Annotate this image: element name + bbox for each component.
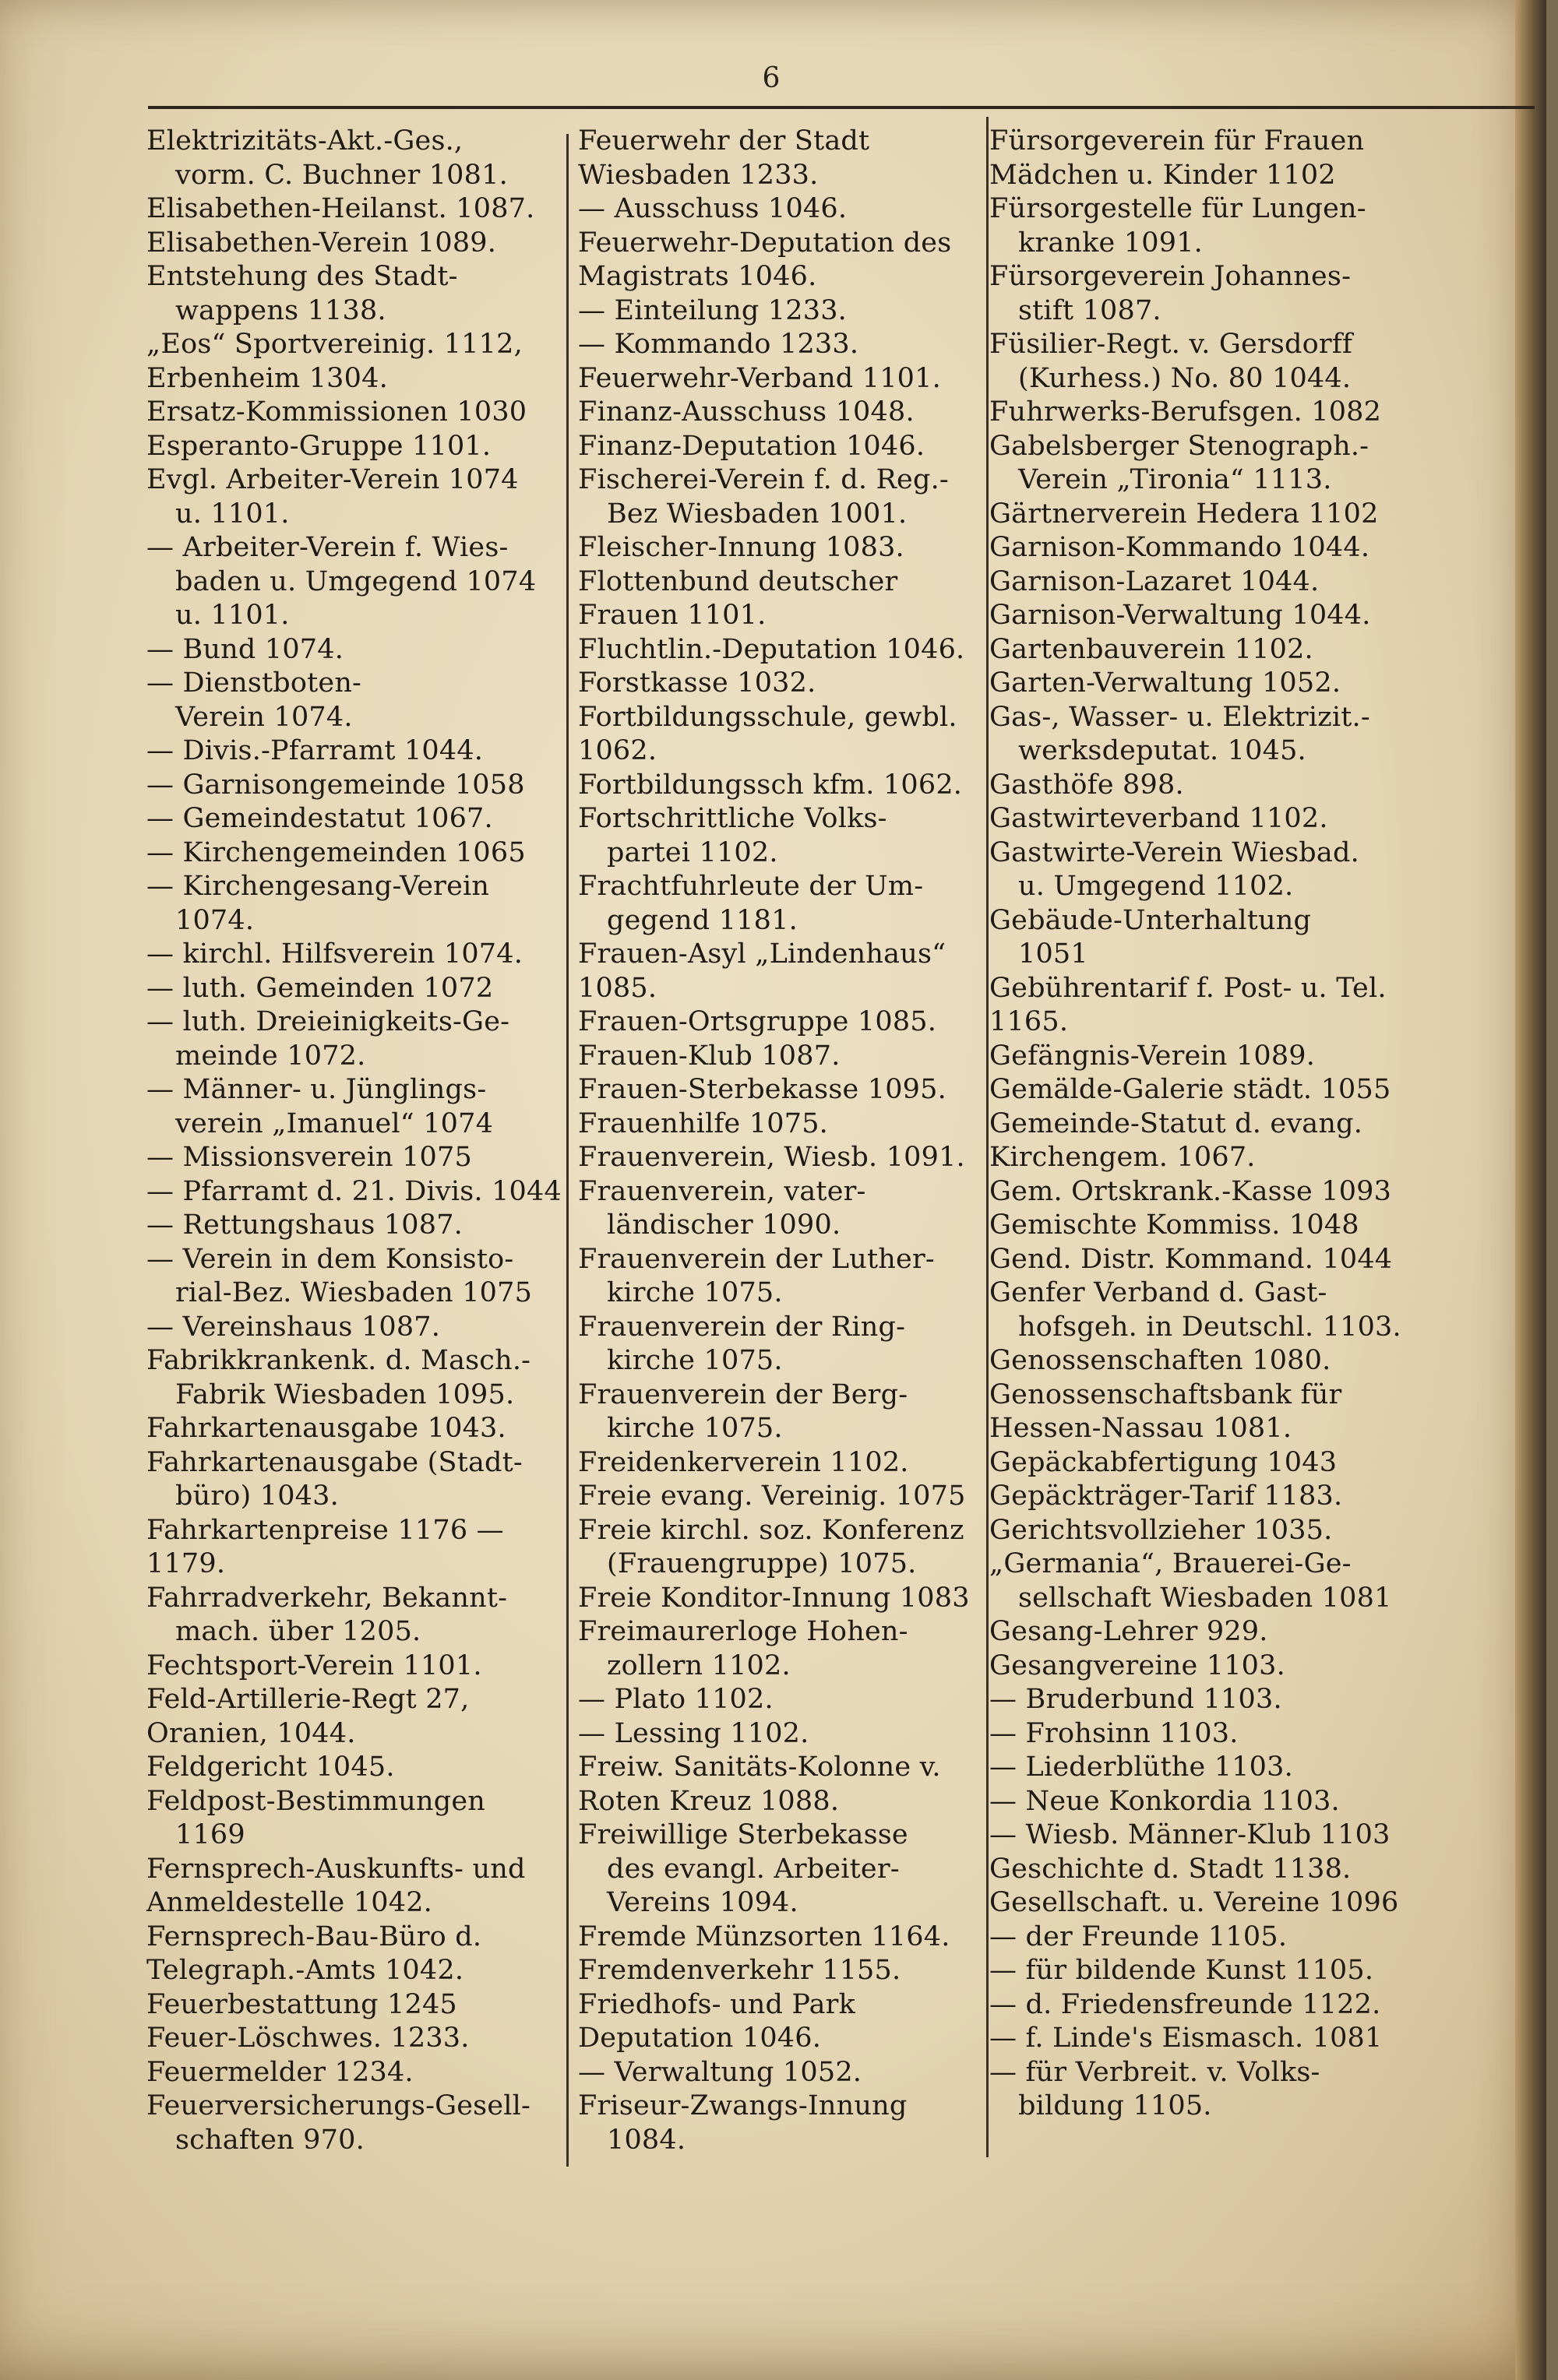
index-entry: Oranien, 1044. — [146, 1717, 356, 1749]
index-entry: Feldpost-Bestimmungen — [146, 1785, 485, 1817]
index-entry: Finanz-Ausschuss 1048. — [578, 396, 915, 428]
index-entry: Frauen 1101. — [578, 600, 767, 631]
index-column-2 — [578, 125, 991, 2157]
index-entry: Freiwillige Sterbekasse — [578, 1819, 908, 1850]
index-entry: Finanz-Deputation 1046. — [578, 430, 925, 462]
index-entry: — Verein in dem Konsisto- — [146, 1243, 514, 1275]
index-entry: Fürsorgeverein für Frauen — [989, 125, 1365, 157]
index-entry: Gemischte Kommiss. 1048 — [989, 1209, 1359, 1241]
index-entry: Feuermelder 1234. — [146, 2056, 414, 2088]
index-entry: Gesang-Lehrer 929. — [989, 1616, 1268, 1647]
index-entry: 1169 — [175, 1819, 245, 1850]
index-entry: — d. Friedensfreunde 1122. — [989, 1988, 1381, 2020]
index-entry: kirche 1075. — [607, 1277, 783, 1308]
index-entry: rial-Bez. Wiesbaden 1075 — [175, 1277, 533, 1308]
index-entry: Bez Wiesbaden 1001. — [607, 498, 908, 530]
index-entry: Fremde Münzsorten 1164. — [578, 1921, 950, 1952]
index-entry: Telegraph.-Amts 1042. — [146, 1955, 464, 1986]
index-entry: — Liederblüthe 1103. — [989, 1752, 1293, 1783]
index-entry: Freie kirchl. soz. Konferenz — [578, 1514, 964, 1546]
index-entry: Gärtnerverein Hedera 1102 — [989, 498, 1379, 530]
index-entry: — Dienstboten- — [146, 667, 362, 699]
index-entry: 1084. — [607, 2124, 686, 2156]
index-entry: Fuhrwerks-Berufsgen. 1082 — [989, 396, 1382, 428]
index-entry: Garten-Verwaltung 1052. — [989, 667, 1341, 699]
index-entry: — Neue Konkordia 1103. — [989, 1785, 1340, 1817]
index-entry: Genossenschaftsbank für — [989, 1378, 1342, 1410]
index-entry: — Kirchengemeinden 1065 — [146, 836, 526, 868]
index-entry: Evgl. Arbeiter-Verein 1074 — [146, 464, 519, 495]
index-entry: werksdeputat. 1045. — [1018, 735, 1306, 766]
index-entry: Anmeldestelle 1042. — [146, 1887, 432, 1918]
index-entry: — Vereinshaus 1087. — [146, 1311, 441, 1343]
index-entry: Gastwirteverband 1102. — [989, 803, 1328, 834]
index-entry: (Frauengruppe) 1075. — [607, 1548, 917, 1579]
index-entry: Elektrizitäts-Akt.-Ges., — [146, 125, 464, 157]
index-entry: mach. über 1205. — [175, 1616, 421, 1647]
index-entry: Wiesbaden 1233. — [578, 159, 819, 191]
index-entry: — Bund 1074. — [146, 633, 344, 665]
index-entry: 1085. — [578, 972, 657, 1004]
page-edge-shadow — [1515, 0, 1546, 2380]
index-entry: baden u. Umgegend 1074 — [175, 565, 537, 597]
index-entry: u. 1101. — [175, 600, 290, 631]
index-entry: Gepäckträger-Tarif 1183. — [989, 1480, 1343, 1512]
index-entry: partei 1102. — [607, 836, 778, 868]
index-entry: Feld-Artillerie-Regt 27, — [146, 1684, 470, 1715]
index-entry: Feuerbestattung 1245 — [146, 1988, 457, 2020]
index-entry: Frauenverein der Berg- — [578, 1378, 908, 1410]
index-entry: Gas-, Wasser- u. Elektrizit.- — [989, 701, 1370, 733]
index-entry: — Garnisongemeinde 1058 — [146, 769, 525, 801]
index-entry: Gesellschaft. u. Vereine 1096 — [989, 1887, 1399, 1918]
index-entry: Fleischer-Innung 1083. — [578, 532, 904, 563]
index-entry: gegend 1181. — [607, 904, 798, 936]
index-entry: Gabelsberger Stenograph.- — [989, 430, 1369, 462]
index-entry: Gefängnis-Verein 1089. — [989, 1040, 1316, 1072]
index-entry: Feuerwehr-Verband 1101. — [578, 362, 941, 394]
index-entry: 1165. — [989, 1006, 1069, 1037]
index-entry: — Verwaltung 1052. — [578, 2056, 862, 2088]
index-entry: — Wiesb. Männer-Klub 1103 — [989, 1819, 1391, 1850]
index-entry: Frachtfuhrleute der Um- — [578, 871, 924, 902]
index-entry: Feldgericht 1045. — [146, 1752, 395, 1783]
index-entry: u. 1101. — [175, 498, 290, 530]
index-entry: Fahrkartenausgabe 1043. — [146, 1413, 506, 1444]
index-entry: — Frohsinn 1103. — [989, 1717, 1239, 1749]
index-entry: Freidenkerverein 1102. — [578, 1446, 909, 1478]
index-entry: 1179. — [146, 1548, 226, 1579]
index-entry: Gerichtsvollzieher 1035. — [989, 1514, 1333, 1546]
index-entry: Forstkasse 1032. — [578, 667, 816, 699]
index-entry: Gemälde-Galerie städt. 1055 — [989, 1074, 1391, 1105]
index-entry: „Germania“, Brauerei-Ge- — [989, 1548, 1352, 1579]
index-entry: wappens 1138. — [175, 294, 386, 326]
index-entry: schaften 970. — [175, 2124, 365, 2156]
index-entry: zollern 1102. — [607, 1649, 791, 1681]
index-entry: „Eos“ Sportvereinig. 1112, — [146, 329, 523, 360]
index-entry: Vereins 1094. — [607, 1887, 798, 1918]
index-entry: Fabrikkrankenk. d. Masch.- — [146, 1345, 531, 1376]
index-entry: Feuerwehr-Deputation des — [578, 227, 952, 259]
index-entry: Freimaurerloge Hohen- — [578, 1616, 908, 1647]
index-entry: Gebührentarif f. Post- u. Tel. — [989, 972, 1387, 1004]
index-entry: Feuerversicherungs-Gesell- — [146, 2090, 531, 2121]
index-entry: Fahrkartenpreise 1176 — — [146, 1514, 504, 1546]
index-entry: kranke 1091. — [1018, 227, 1203, 259]
index-entry: Fremdenverkehr 1155. — [578, 1955, 901, 1986]
index-entry: Freie evang. Vereinig. 1075 — [578, 1480, 966, 1512]
index-entry: Geschichte d. Stadt 1138. — [989, 1853, 1352, 1885]
index-entry: Esperanto-Gruppe 1101. — [146, 430, 492, 462]
index-entry: Garnison-Lazaret 1044. — [989, 565, 1320, 597]
index-entry: büro) 1043. — [175, 1480, 339, 1512]
index-entry: Gastwirte-Verein Wiesbad. — [989, 836, 1359, 868]
index-entry: Erbenheim 1304. — [146, 362, 388, 394]
index-entry: — Ausschuss 1046. — [578, 193, 848, 224]
index-entry: Verein „Tironia“ 1113. — [1018, 464, 1332, 495]
index-entry: Ersatz-Kommissionen 1030 — [146, 396, 527, 428]
index-entry: stift 1087. — [1018, 294, 1161, 326]
index-entry: ländischer 1090. — [607, 1209, 841, 1241]
index-entry: 1062. — [578, 735, 657, 766]
index-entry: Hessen-Nassau 1081. — [989, 1413, 1292, 1444]
index-entry: — Bruderbund 1103. — [989, 1684, 1282, 1715]
index-entry: Verein 1074. — [175, 701, 353, 733]
index-entry: — Divis.-Pfarramt 1044. — [146, 735, 484, 766]
index-entry: Genfer Verband d. Gast- — [989, 1277, 1327, 1308]
index-entry: Frauenverein, Wiesb. 1091. — [578, 1142, 965, 1173]
index-column-3 — [989, 125, 1426, 2124]
index-entry: Freiw. Sanitäts-Kolonne v. — [578, 1752, 941, 1783]
index-entry: Fürsorgestelle für Lungen- — [989, 193, 1366, 224]
index-entry: — kirchl. Hilfsverein 1074. — [146, 938, 523, 970]
index-entry: Entstehung des Stadt- — [146, 261, 458, 292]
index-entry: Gemeinde-Statut d. evang. — [989, 1107, 1363, 1139]
index-entry: — Missionsverein 1075 — [146, 1142, 472, 1173]
index-entry: — luth. Gemeinden 1072 — [146, 972, 494, 1004]
index-entry: Gesangvereine 1103. — [989, 1649, 1285, 1681]
index-entry: kirche 1075. — [607, 1413, 783, 1444]
index-entry: Frauenhilfe 1075. — [578, 1107, 828, 1139]
index-entry: Elisabethen-Heilanst. 1087. — [146, 193, 535, 224]
index-entry: Fürsorgeverein Johannes- — [989, 261, 1352, 292]
index-entry: Fernsprech-Auskunfts- und — [146, 1853, 526, 1885]
index-entry: — f. Linde's Eismasch. 1081 — [989, 2023, 1383, 2054]
index-entry: Gasthöfe 898. — [989, 769, 1184, 801]
index-entry: Mädchen u. Kinder 1102 — [989, 159, 1336, 191]
index-entry: Kirchengem. 1067. — [989, 1142, 1256, 1173]
index-entry: — Gemeindestatut 1067. — [146, 803, 493, 834]
index-entry: Gartenbauverein 1102. — [989, 633, 1313, 665]
index-entry: Frauenverein, vater- — [578, 1175, 866, 1207]
index-entry: — Rettungshaus 1087. — [146, 1209, 464, 1241]
index-entry: Frauen-Asyl „Lindenhaus“ — [578, 938, 946, 970]
index-entry: — Lessing 1102. — [578, 1717, 809, 1749]
index-entry: — für Verbreit. v. Volks- — [989, 2056, 1320, 2088]
index-entry: — Kirchengesang-Verein — [146, 871, 490, 902]
index-entry: Fahrradverkehr, Bekannt- — [146, 1582, 508, 1614]
index-entry: Frauen-Ortsgruppe 1085. — [578, 1006, 937, 1037]
index-entry: Füsilier-Regt. v. Gersdorff — [989, 329, 1353, 360]
index-entry: Fortbildungsschule, gewbl. — [578, 701, 957, 733]
index-entry: sellschaft Wiesbaden 1081 — [1018, 1582, 1392, 1614]
index-entry: (Kurhess.) No. 80 1044. — [1018, 362, 1352, 394]
index-entry: Deputation 1046. — [578, 2023, 822, 2054]
index-entry: Fernsprech-Bau-Büro d. — [146, 1921, 482, 1952]
index-entry: des evangl. Arbeiter- — [607, 1853, 900, 1885]
index-entry: Gebäude-Unterhaltung — [989, 904, 1312, 936]
index-entry: — luth. Dreieinigkeits-Ge- — [146, 1006, 510, 1037]
index-entry: bildung 1105. — [1018, 2090, 1212, 2121]
index-entry: Garnison-Kommando 1044. — [989, 532, 1370, 563]
index-entry: Garnison-Verwaltung 1044. — [989, 600, 1371, 631]
index-entry: meinde 1072. — [175, 1040, 366, 1072]
page-number: 6 — [762, 62, 781, 94]
index-entry: 1074. — [175, 904, 255, 936]
index-entry: Fischerei-Verein f. d. Reg.- — [578, 464, 949, 495]
index-entry: — Plato 1102. — [578, 1684, 774, 1715]
index-entry: — der Freunde 1105. — [989, 1921, 1288, 1952]
index-entry: — Kommando 1233. — [578, 329, 859, 360]
index-entry: 1051 — [1018, 938, 1088, 970]
index-entry: Frauenverein der Ring- — [578, 1311, 906, 1343]
index-entry: Genossenschaften 1080. — [989, 1345, 1331, 1376]
index-entry: Frauen-Klub 1087. — [578, 1040, 841, 1072]
index-entry: u. Umgegend 1102. — [1018, 871, 1294, 902]
index-entry: vorm. C. Buchner 1081. — [175, 159, 508, 191]
index-entry: Fluchtlin.-Deputation 1046. — [578, 633, 965, 665]
index-entry: — Männer- u. Jünglings- — [146, 1074, 487, 1105]
index-entry: kirche 1075. — [607, 1345, 783, 1376]
index-entry: Magistrats 1046. — [578, 261, 817, 292]
index-entry: Roten Kreuz 1088. — [578, 1785, 840, 1817]
index-entry: Flottenbund deutscher — [578, 565, 898, 597]
index-column-1 — [146, 125, 567, 2157]
index-entry: — Einteilung 1233. — [578, 294, 847, 326]
index-entry: Gend. Distr. Kommand. 1044 — [989, 1243, 1393, 1275]
index-entry: Friseur-Zwangs-Innung — [578, 2090, 908, 2121]
index-entry: — Arbeiter-Verein f. Wies- — [146, 532, 509, 563]
index-entry: Frauen-Sterbekasse 1095. — [578, 1074, 946, 1105]
index-entry: hofsgeh. in Deutschl. 1103. — [1018, 1311, 1401, 1343]
index-entry: Fahrkartenausgabe (Stadt- — [146, 1446, 523, 1478]
index-entry: verein „Imanuel“ 1074 — [175, 1107, 494, 1139]
header-rule — [148, 106, 1535, 109]
index-entry: Gem. Ortskrank.-Kasse 1093 — [989, 1175, 1392, 1207]
index-entry: Fortschrittliche Volks- — [578, 803, 887, 834]
index-entry: Gepäckabfertigung 1043 — [989, 1446, 1338, 1478]
index-entry: Freie Konditor-Innung 1083 — [578, 1582, 970, 1614]
index-entry: Feuerwehr der Stadt — [578, 125, 870, 157]
index-entry: — Pfarramt d. 21. Divis. 1044 — [146, 1175, 562, 1207]
index-entry: — für bildende Kunst 1105. — [989, 1955, 1374, 1986]
index-entry: Fechtsport-Verein 1101. — [146, 1649, 482, 1681]
index-entry: Frauenverein der Luther- — [578, 1243, 935, 1275]
index-entry: Friedhofs- und Park — [578, 1988, 856, 2020]
index-entry: Feuer-Löschwes. 1233. — [146, 2023, 470, 2054]
index-entry: Elisabethen-Verein 1089. — [146, 227, 497, 259]
index-entry: Fabrik Wiesbaden 1095. — [175, 1378, 515, 1410]
index-entry: Fortbildungssch kfm. 1062. — [578, 769, 963, 801]
